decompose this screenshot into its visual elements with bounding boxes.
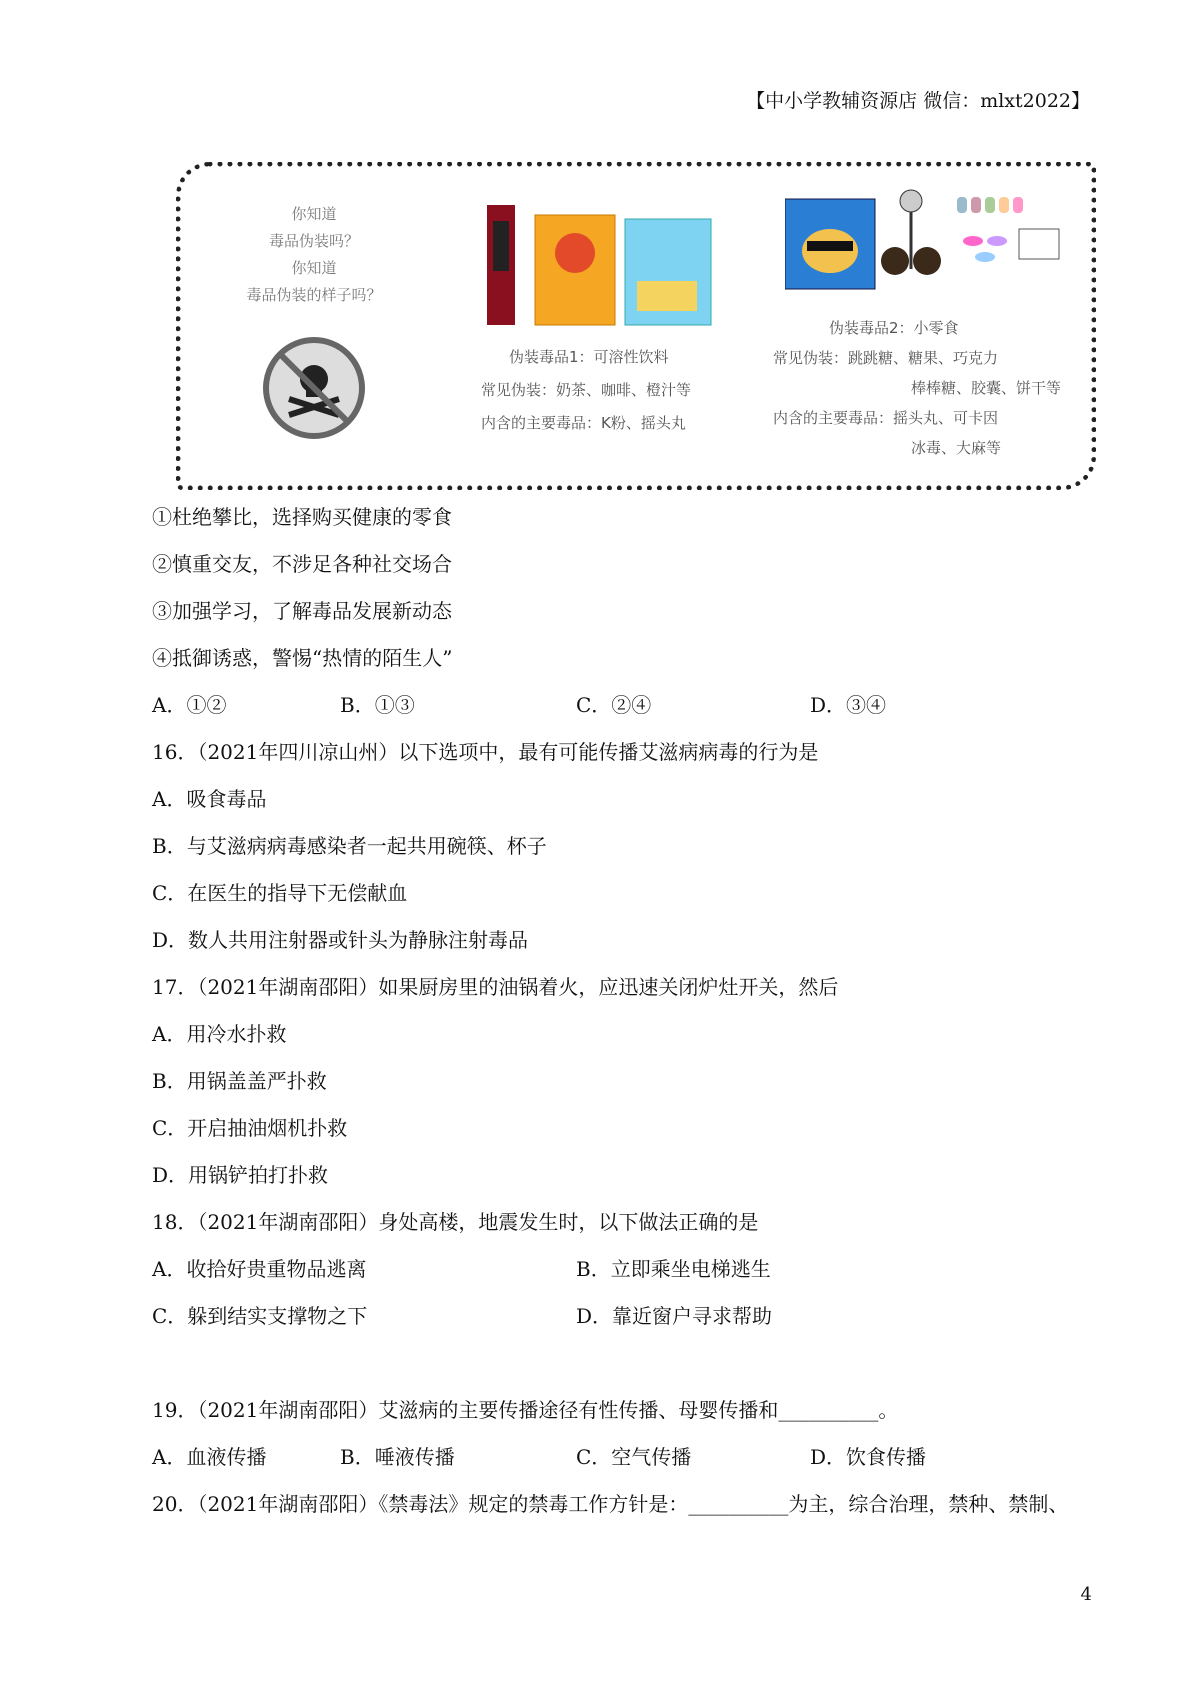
option-a: A．收拾好贵重物品逃离 [152, 1257, 367, 1281]
option-b: B．立即乘坐电梯逃生 [576, 1257, 771, 1281]
option-b: B．①③ [340, 693, 415, 717]
question-20: 20．（2021年湖南邵阳）《禁毒法》规定的禁毒工作方针是：__________为主，综合治理，禁种、禁制、 [152, 1492, 1069, 1516]
option-a: A．血液传播 [152, 1445, 267, 1469]
page-number: 4 [1080, 1584, 1092, 1605]
option-a: A．①② [152, 693, 227, 717]
snack-package-icon [785, 189, 1065, 309]
option-d: D．数人共用注射器或针头为静脉注射毒品 [152, 928, 529, 952]
option-b: B．与艾滋病病毒感染者一起共用碗筷、杯子 [152, 834, 547, 858]
q18-options-row-1 [152, 1246, 1092, 1293]
option-b: B．唾液传播 [340, 1445, 455, 1469]
question-16: 16．（2021年四川凉山州）以下选项中，最有可能传播艾滋病病毒的行为是 [152, 740, 819, 764]
no-drugs-icon [259, 333, 369, 443]
pill-icon [957, 197, 1023, 262]
question-18: 18．（2021年湖南邵阳）身处高楼，地震发生时，以下做法正确的是 [152, 1210, 759, 1234]
option-b: B．用锅盖盖严扑救 [152, 1069, 327, 1093]
option-d: D．用锅铲拍打扑救 [152, 1163, 329, 1187]
statement-3: ③加强学习，了解毒品发展新动态 [152, 599, 452, 623]
q19-options [152, 1434, 1092, 1481]
figure-question: 你知道 毒品伪装吗？ 你知道 毒品伪装的样子吗？ [246, 205, 382, 304]
option-a: A．用冷水扑救 [152, 1022, 287, 1046]
option-c: C．在医生的指导下无偿献血 [152, 881, 408, 905]
header-note: 【中小学教辅资源店 微信：mlxt2022】 [746, 90, 1090, 112]
drink-caption: 伪装毒品1：可溶性饮料 常见伪装：奶茶、咖啡、橙汁等 内含的主要毒品：K粉、摇头丸 [481, 348, 692, 432]
option-c: C．躲到结实支撑物之下 [152, 1304, 368, 1328]
option-c: C．空气传播 [576, 1445, 692, 1469]
question-19: 19．（2021年湖南邵阳）艾滋病的主要传播途径有性传播、母婴传播和__________。 [152, 1398, 899, 1422]
question-list [152, 494, 1092, 1528]
statement-4: ④抵御诱惑，警惕“热情的陌生人” [152, 646, 453, 670]
q15-options [152, 682, 1092, 729]
option-d: D．③④ [810, 693, 887, 717]
drug-disguise-figure [176, 162, 1096, 490]
statement-1: ①杜绝攀比，选择购买健康的零食 [152, 505, 452, 529]
drink-package-icon [487, 201, 717, 331]
option-d: D．靠近窗户寻求帮助 [576, 1304, 773, 1328]
question-17: 17．（2021年湖南邵阳）如果厨房里的油锅着火，应迅速关闭炉灶开关，然后 [152, 975, 839, 999]
option-d: D．饮食传播 [810, 1445, 927, 1469]
snack-caption: 伪装毒品2：小零食 常见伪装：跳跳糖、糖果、巧克力 棒棒糖、胶囊、饼干等 内含的主要毒品：摇头丸、可卡因 冰毒、大麻等 [773, 319, 1062, 457]
option-c: C．开启抽油烟机扑救 [152, 1116, 348, 1140]
option-c: C．②④ [576, 693, 652, 717]
statement-2: ②慎重交友，不涉足各种社交场合 [152, 552, 452, 576]
q18-options-row-2 [152, 1293, 1092, 1340]
option-a: A．吸食毒品 [152, 787, 267, 811]
